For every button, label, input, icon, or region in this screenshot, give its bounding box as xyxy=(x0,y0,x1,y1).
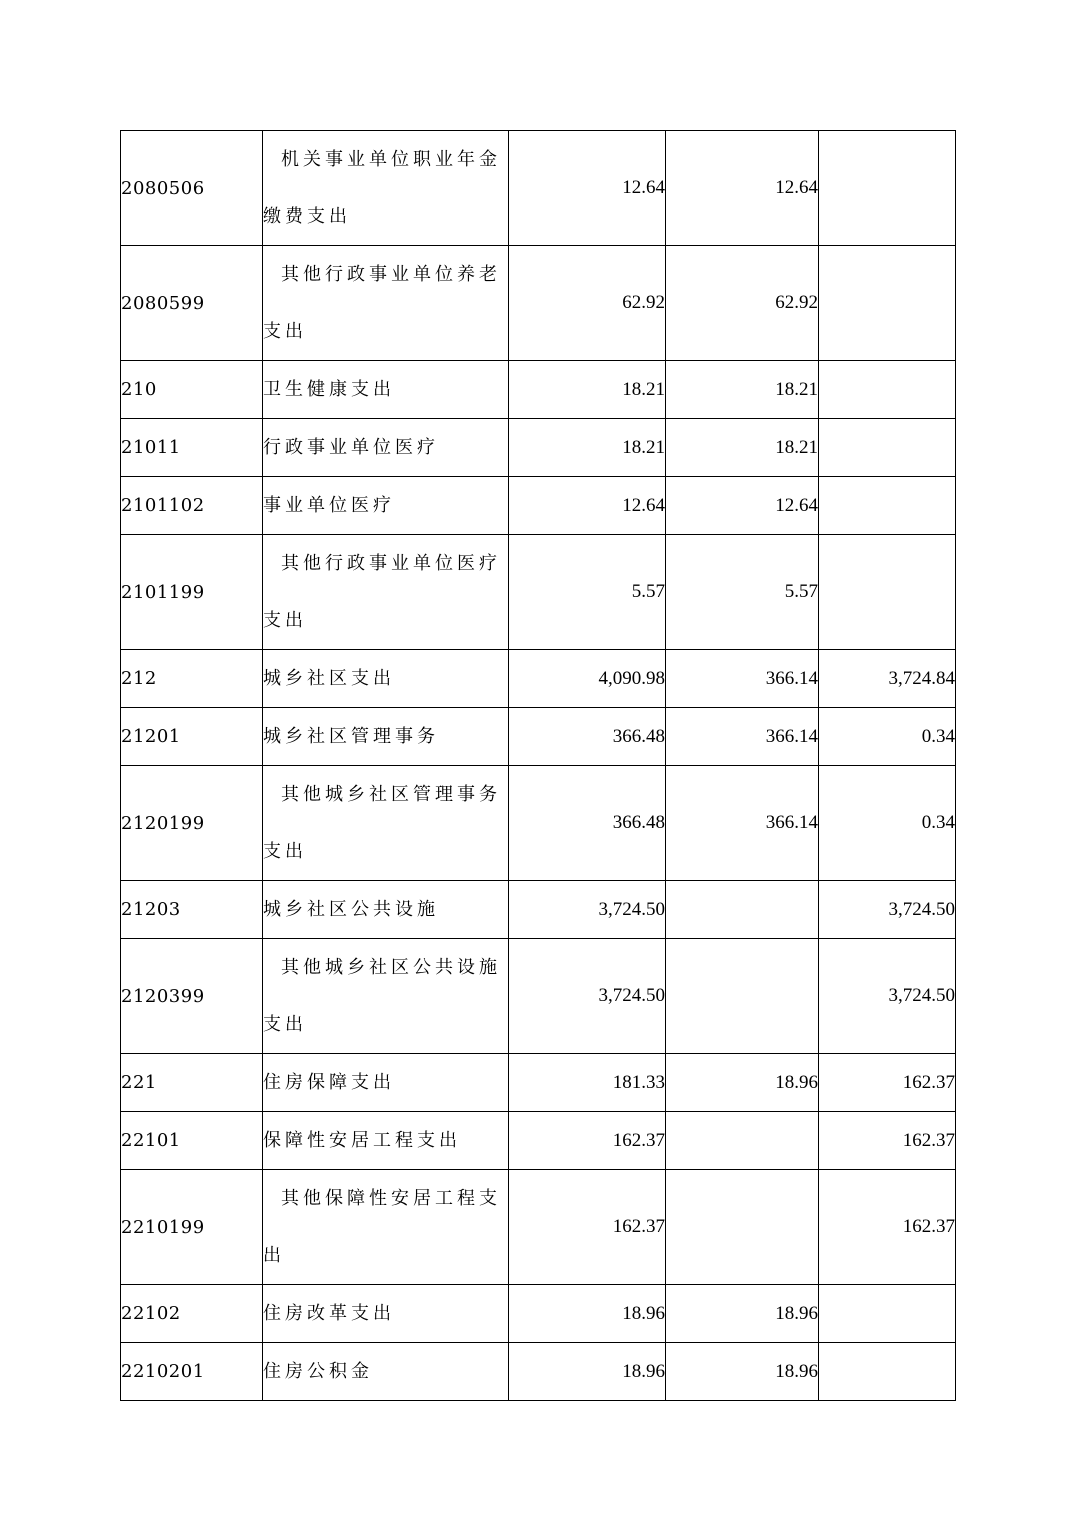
subject-code: 2210201 xyxy=(121,1343,263,1401)
total-amount: 12.64 xyxy=(509,477,666,535)
table-row xyxy=(121,246,956,361)
subject-name: 城乡社区管理事务 xyxy=(263,708,509,766)
table-row xyxy=(121,419,956,477)
basic-expenditure: 18.96 xyxy=(666,1285,819,1343)
project-expenditure xyxy=(819,131,956,246)
total-amount: 18.96 xyxy=(509,1343,666,1401)
total-amount: 162.37 xyxy=(509,1112,666,1170)
basic-expenditure: 62.92 xyxy=(666,246,819,361)
subject-name: 其他保障性安居工程支出 xyxy=(263,1170,509,1285)
subject-name: 住房公积金 xyxy=(263,1343,509,1401)
table-body xyxy=(121,131,956,1401)
table-row xyxy=(121,1285,956,1343)
basic-expenditure: 12.64 xyxy=(666,477,819,535)
table-row xyxy=(121,131,956,246)
total-amount: 12.64 xyxy=(509,131,666,246)
subject-code: 2080599 xyxy=(121,246,263,361)
subject-code: 22101 xyxy=(121,1112,263,1170)
subject-code: 2101102 xyxy=(121,477,263,535)
project-expenditure: 3,724.84 xyxy=(819,650,956,708)
budget-table xyxy=(120,130,956,1401)
total-amount: 18.96 xyxy=(509,1285,666,1343)
basic-expenditure: 5.57 xyxy=(666,535,819,650)
basic-expenditure: 366.14 xyxy=(666,650,819,708)
subject-code: 212 xyxy=(121,650,263,708)
subject-code: 2101199 xyxy=(121,535,263,650)
project-expenditure: 162.37 xyxy=(819,1170,956,1285)
table-row xyxy=(121,766,956,881)
project-expenditure: 3,724.50 xyxy=(819,939,956,1054)
table-row xyxy=(121,1112,956,1170)
subject-name: 行政事业单位医疗 xyxy=(263,419,509,477)
subject-name: 其他行政事业单位医疗支出 xyxy=(263,535,509,650)
table-row xyxy=(121,650,956,708)
project-expenditure xyxy=(819,535,956,650)
subject-name: 其他城乡社区公共设施支出 xyxy=(263,939,509,1054)
subject-code: 21011 xyxy=(121,419,263,477)
table-row xyxy=(121,939,956,1054)
subject-code: 22102 xyxy=(121,1285,263,1343)
table-row xyxy=(121,708,956,766)
subject-code: 2210199 xyxy=(121,1170,263,1285)
subject-name: 城乡社区公共设施 xyxy=(263,881,509,939)
subject-code: 210 xyxy=(121,361,263,419)
project-expenditure xyxy=(819,419,956,477)
total-amount: 366.48 xyxy=(509,766,666,881)
subject-name: 城乡社区支出 xyxy=(263,650,509,708)
project-expenditure: 3,724.50 xyxy=(819,881,956,939)
total-amount: 4,090.98 xyxy=(509,650,666,708)
project-expenditure: 0.34 xyxy=(819,708,956,766)
basic-expenditure: 18.96 xyxy=(666,1054,819,1112)
table-row xyxy=(121,1343,956,1401)
total-amount: 5.57 xyxy=(509,535,666,650)
total-amount: 62.92 xyxy=(509,246,666,361)
table-row xyxy=(121,361,956,419)
table-row xyxy=(121,881,956,939)
project-expenditure: 0.34 xyxy=(819,766,956,881)
subject-name: 住房改革支出 xyxy=(263,1285,509,1343)
basic-expenditure xyxy=(666,939,819,1054)
subject-name: 其他城乡社区管理事务支出 xyxy=(263,766,509,881)
total-amount: 18.21 xyxy=(509,419,666,477)
subject-name: 事业单位医疗 xyxy=(263,477,509,535)
subject-code: 21201 xyxy=(121,708,263,766)
project-expenditure: 162.37 xyxy=(819,1112,956,1170)
basic-expenditure: 18.21 xyxy=(666,419,819,477)
basic-expenditure: 366.14 xyxy=(666,766,819,881)
basic-expenditure: 18.96 xyxy=(666,1343,819,1401)
subject-name: 卫生健康支出 xyxy=(263,361,509,419)
project-expenditure xyxy=(819,477,956,535)
project-expenditure xyxy=(819,246,956,361)
subject-name: 保障性安居工程支出 xyxy=(263,1112,509,1170)
subject-name: 住房保障支出 xyxy=(263,1054,509,1112)
total-amount: 3,724.50 xyxy=(509,939,666,1054)
basic-expenditure: 366.14 xyxy=(666,708,819,766)
project-expenditure xyxy=(819,361,956,419)
basic-expenditure xyxy=(666,881,819,939)
subject-code: 2120199 xyxy=(121,766,263,881)
subject-code: 21203 xyxy=(121,881,263,939)
project-expenditure: 162.37 xyxy=(819,1054,956,1112)
total-amount: 181.33 xyxy=(509,1054,666,1112)
project-expenditure xyxy=(819,1285,956,1343)
total-amount: 18.21 xyxy=(509,361,666,419)
subject-name: 机关事业单位职业年金缴费支出 xyxy=(263,131,509,246)
table-row xyxy=(121,1054,956,1112)
subject-code: 2120399 xyxy=(121,939,263,1054)
table-row xyxy=(121,1170,956,1285)
basic-expenditure xyxy=(666,1170,819,1285)
basic-expenditure: 12.64 xyxy=(666,131,819,246)
table-row xyxy=(121,477,956,535)
total-amount: 3,724.50 xyxy=(509,881,666,939)
subject-name: 其他行政事业单位养老支出 xyxy=(263,246,509,361)
table-row xyxy=(121,535,956,650)
project-expenditure xyxy=(819,1343,956,1401)
total-amount: 162.37 xyxy=(509,1170,666,1285)
total-amount: 366.48 xyxy=(509,708,666,766)
basic-expenditure xyxy=(666,1112,819,1170)
basic-expenditure: 18.21 xyxy=(666,361,819,419)
subject-code: 2080506 xyxy=(121,131,263,246)
subject-code: 221 xyxy=(121,1054,263,1112)
